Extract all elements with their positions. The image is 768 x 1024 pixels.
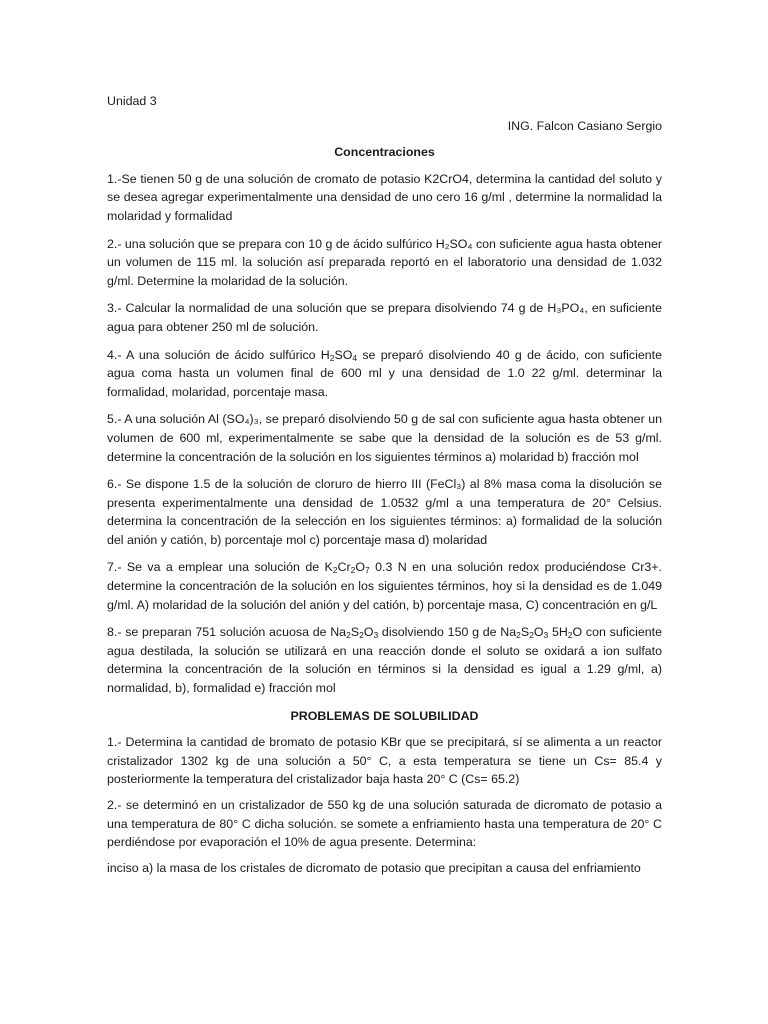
paragraph-text: SO xyxy=(334,347,353,362)
paragraph-text: Cr xyxy=(337,560,351,575)
subscript-text: 4 xyxy=(352,352,358,363)
subscript-text: 2 xyxy=(346,630,351,641)
paragraph-text: disolviendo 150 g de Na xyxy=(378,625,517,640)
paragraph-text: 2.- una solución que se prepara con 10 g de ácido sulfúrico H₂SO₄ con suficiente agua hasta obtener un volumen de 115 ml. la solución así preparada reportó en el laboratorio una densidad de 1.032 g/ml. Determine la molaridad de la solución. xyxy=(107,236,662,288)
paragraph-text: S xyxy=(520,625,530,640)
subscript-text: 3 xyxy=(543,630,549,641)
problem-paragraph xyxy=(107,299,662,336)
paragraph-text: se preparó disolviendo 40 g de ácido, con suficiente agua coma hasta un volumen final de 600 ml y una densidad de 1.0 22 g/ml. determinar la formalidad, molaridad, porcentaje masa. xyxy=(107,347,662,399)
problem-paragraph xyxy=(107,346,662,402)
subscript-text: 2 xyxy=(567,630,573,641)
subscript-text: 2 xyxy=(329,352,335,363)
subscript-text: 2 xyxy=(516,630,521,641)
paragraph-text: 1.-Se tienen 50 g de una solución de cromato de potasio K2CrO4, determina la cantidad del soluto y se desea agregar experimentalmente una densidad de uno cero 16 g/ml , determine la normalidad la molaridad y formalidad xyxy=(107,171,662,223)
paragraph-text: 1.- Determina la cantidad de bromato de potasio KBr que se precipitará, sí se alimenta a un reactor cristalizador 1302 kg de una solución a 50° C, a esta temperatura se tiene un Cs= 85.4 y posteriormente la temperatura del cristalizador baja hasta 20° C (Cs= 65.2) xyxy=(107,735,662,787)
section-heading: Concentraciones xyxy=(334,145,435,160)
paragraph-text: O xyxy=(355,560,365,575)
paragraph-text: 5H xyxy=(548,625,568,640)
problem-paragraph xyxy=(107,859,662,878)
paragraph-text: 0.3 N en una solución redox produciéndose Cr3+. determine la concentración de la solución en los siguientes términos, hoy si la densidad es de 1.049 g/ml. A) molaridad de la solución del anión y del catión, b) porcentaje masa, C) concentración en g/L xyxy=(107,560,662,612)
paragraph-text: 5.- A una solución Al (SO₄)₃, se preparó disolviendo 50 g de sal con suficiente agua hasta obtener un volumen de 600 ml, experimentalmente se sabe que la densidad de la solución es de 53 g/ml. determine la concentración de la solución en los siguientes términos a) molaridad b) fracción mol xyxy=(107,412,662,464)
problem-paragraph xyxy=(107,558,662,614)
problem-paragraph xyxy=(107,170,662,226)
subscript-text: 2 xyxy=(332,565,338,576)
author-name: ING. Falcon Casiano Sergio xyxy=(507,118,662,133)
section-heading: PROBLEMAS DE SOLUBILIDAD xyxy=(290,708,479,723)
subscript-text: 7 xyxy=(364,565,370,576)
paragraph-text: 8.- se preparan 751 solución acuosa de Na xyxy=(107,625,347,640)
paragraph-text: O con suficiente agua destilada, la solución se utilizará en una reacción donde el soluto se oxidará a ion sulfato determina la concentración de la solución en términos si la densidad es igual a 1.29 g/ml, a) normalidad, b), formalidad e) fracción mol xyxy=(107,625,662,696)
problem-paragraph xyxy=(107,733,662,789)
paragraph-text: 7.- Se va a emplear una solución de K xyxy=(107,560,333,575)
problem-paragraph xyxy=(107,475,662,549)
subscript-text: 2 xyxy=(529,630,534,641)
paragraph-text: 4.- A una solución de ácido sulfúrico H xyxy=(107,347,330,362)
paragraph-text: 2.- se determinó en un cristalizador de 550 kg de una solución saturada de dicromato de potasio a una temperatura de 80° C dicha solución. se somete a enfriamiento hasta una temperatura de 20° C perdiéndose por evaporación el 10% de agua presente. Determina: xyxy=(107,798,662,850)
paragraph-text: S xyxy=(350,625,360,640)
paragraph-text: 3.- Calcular la normalidad de una solución que se prepara disolviendo 74 g de H₃PO₄, en suficiente agua para obtener 250 ml de solución. xyxy=(107,301,662,334)
problem-paragraph xyxy=(107,796,662,852)
subscript-text: 2 xyxy=(350,565,356,576)
paragraph-text: O xyxy=(363,625,374,640)
document-body xyxy=(107,143,662,877)
subscript-text: 3 xyxy=(373,630,379,641)
subscript-text: 2 xyxy=(359,630,364,641)
paragraph-text: O xyxy=(533,625,544,640)
problem-paragraph xyxy=(107,235,662,291)
paragraph-text: inciso a) la masa de los cristales de dicromato de potasio que precipitan a causa del enfriamiento xyxy=(107,860,641,875)
paragraph-text: 6.- Se dispone 1.5 de la solución de cloruro de hierro III (FeCl₃) al 8% masa coma la disolución se presenta experimentalmente una densidad de 1.0532 g/ml a una temperatura de 20° Celsius. determina la concentración de la selección en los siguientes términos: a) formalidad de la solución del anión y catión, b) porcentaje mol c) porcentaje masa d) molaridad xyxy=(107,477,662,547)
unit-label: Unidad 3 xyxy=(107,94,157,108)
problem-paragraph xyxy=(107,410,662,466)
problem-paragraph xyxy=(107,623,662,697)
